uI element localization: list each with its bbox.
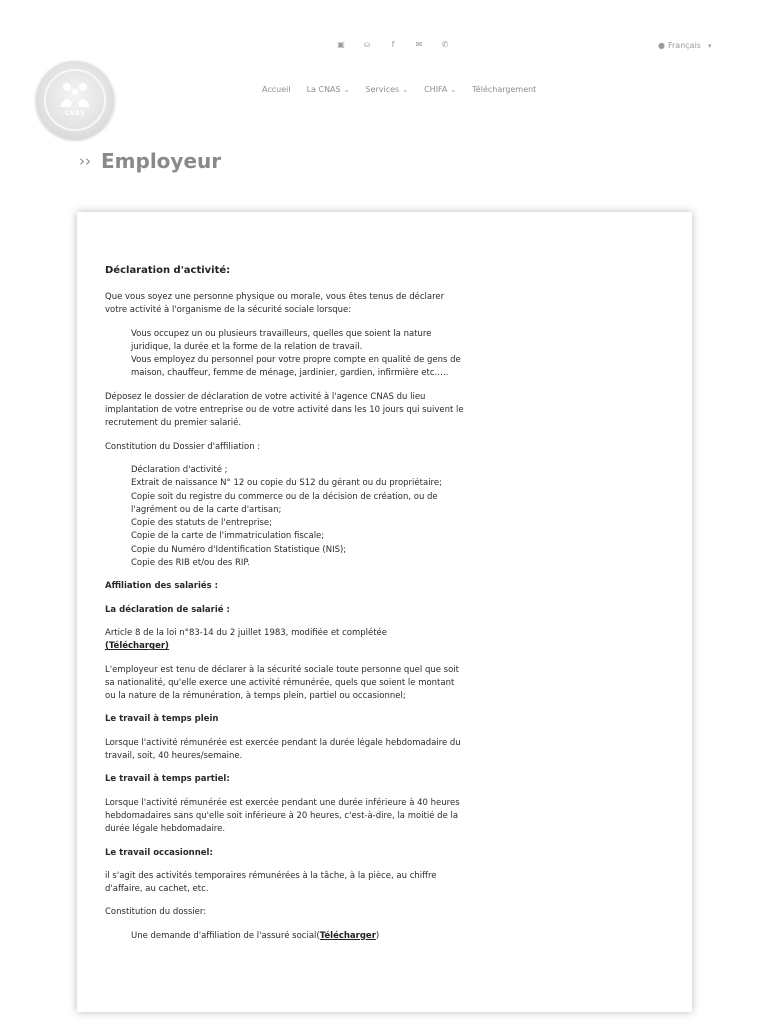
nav-item-telechargement[interactable] [472, 84, 536, 96]
social-links [328, 38, 458, 52]
list-item: Vous occupez un ou plusieurs travailleurs, quelles que soient la nature juridique, la durée et la forme de la relation de travail. [131, 328, 432, 352]
declaration-salarie-title: La déclaration de salarié : [105, 604, 230, 615]
request-download-link[interactable]: Télécharger [319, 930, 376, 941]
envelope-icon[interactable]: ✉ [415, 40, 423, 49]
chevron-down-icon: ⌄ [402, 86, 409, 94]
employer-text: L'employeur est tenu de déclarer à la sécurité sociale toute personne quel que soit sa nationalité, qu'elle exerce une activité rémunérée, quels que soient le montant ou la nature de la rémunération, à temps plein, partiel ou occasionnel; [105, 664, 459, 702]
occasional-text: il s'agit des activités temporaires rémunérées à la tâche, à la pièce, au chiffre d'affaire, au cachet, etc. [105, 870, 437, 895]
globe-icon: ● [658, 41, 665, 50]
request-close: ) [375, 930, 380, 941]
chevron-down-icon: ⌄ [450, 86, 457, 94]
phone-icon[interactable]: ✆ [441, 40, 449, 49]
page-title-text: Employeur [101, 149, 222, 173]
nav-item-la-cnas[interactable] [307, 84, 350, 96]
article-text: Article 8 de la loi n°83-14 du 2 juillet 1983, modifiée et complétée [105, 627, 388, 638]
article-download-link[interactable]: (Télécharger) [105, 641, 169, 652]
family-figures-icon [57, 79, 93, 109]
list-item: Extrait de naissance N° 12 ou copie du S12 du gérant ou du propriétaire; [131, 478, 442, 489]
dossier-title: Constitution du Dossier d'affiliation : [105, 441, 261, 452]
nav-item-services[interactable] [365, 84, 408, 96]
constitution-title: Constitution du dossier: [105, 907, 207, 918]
parttime-text: Lorsque l'activité rémunérée est exercée pendant une durée inférieure à 40 heures hebdomadaires sans qu'elle soit inférieure à 20 heures, c'est-à-dire, la moitié de la durée légale hebdomadaire. [105, 797, 460, 835]
conditions-list [131, 328, 465, 381]
list-item: Copie des statuts de l'entreprise; [131, 518, 273, 529]
logo-text: CNAS [64, 110, 86, 117]
youtube-icon[interactable]: ⛀ [363, 40, 371, 49]
intro-text: Que vous soyez une personne physique ou morale, vous êtes tenus de déclarer votre activité à l'organisme de la sécurité sociale lorsque: [105, 292, 445, 316]
list-item: Déclaration d'activité ; [131, 464, 228, 475]
section-heading: Déclaration d'activité: [105, 265, 231, 276]
cnas-logo[interactable] [36, 61, 114, 139]
nav-item-accueil[interactable] [262, 84, 291, 96]
request-text: Une demande d'affiliation de l'assuré social( [131, 930, 320, 941]
list-item: Copie soit du registre du commerce ou de la décision de création, ou de l'agrément ou de la carte d'artisan; [131, 491, 438, 515]
language-selector[interactable] [658, 40, 711, 52]
main-nav [262, 84, 552, 96]
deposit-text: Déposez le dossier de déclaration de votre activité à l'agence CNAS du lieu implantation de votre entreprise ou de votre activité dans les 10 jours qui suivent le recrutement du premier salarié. [105, 391, 464, 429]
page-title [79, 149, 221, 173]
article-paragraph [105, 627, 465, 654]
list-item: Vous employez du personnel pour votre propre compte en qualité de gens de maison, chauffeur, femme de ménage, jardinier, gardien, infirmière etc.…. [131, 355, 461, 379]
nav-label: Services [365, 85, 400, 94]
caret-down-icon: ▾ [707, 42, 712, 50]
fulltime-title: Le travail à temps plein [105, 714, 219, 725]
nav-label: Accueil [262, 85, 291, 94]
flickr-icon[interactable]: ▣ [337, 40, 345, 49]
list-item: Copie de la carte de l'immatriculation fiscale; [131, 531, 325, 542]
double-chevron-icon: ›› [79, 152, 91, 170]
chevron-down-icon: ⌄ [343, 86, 350, 94]
list-item: Copie du Numéro d'Identification Statistique (NIS); [131, 544, 347, 555]
nav-label: Téléchargement [472, 85, 537, 94]
affiliation-title: Affiliation des salariés : [105, 581, 219, 592]
occasional-title: Le travail occasionnel: [105, 847, 213, 858]
nav-item-chifa[interactable] [424, 84, 456, 96]
top-bar [0, 38, 768, 54]
list-item: Copie des RIB et/ou des RIP. [131, 558, 250, 569]
nav-label: La CNAS [306, 85, 341, 94]
article-content [105, 264, 465, 953]
fulltime-text: Lorsque l'activité rémunérée est exercée pendant la durée légale hebdomadaire du travail, soit, 40 heures/semaine. [105, 737, 461, 762]
parttime-title: Le travail à temps partiel: [105, 774, 230, 785]
request-line [131, 930, 465, 943]
dossier-list [131, 464, 465, 570]
facebook-icon[interactable]: f [391, 40, 395, 49]
language-label: Français [667, 41, 701, 50]
nav-label: CHIFA [424, 85, 448, 94]
